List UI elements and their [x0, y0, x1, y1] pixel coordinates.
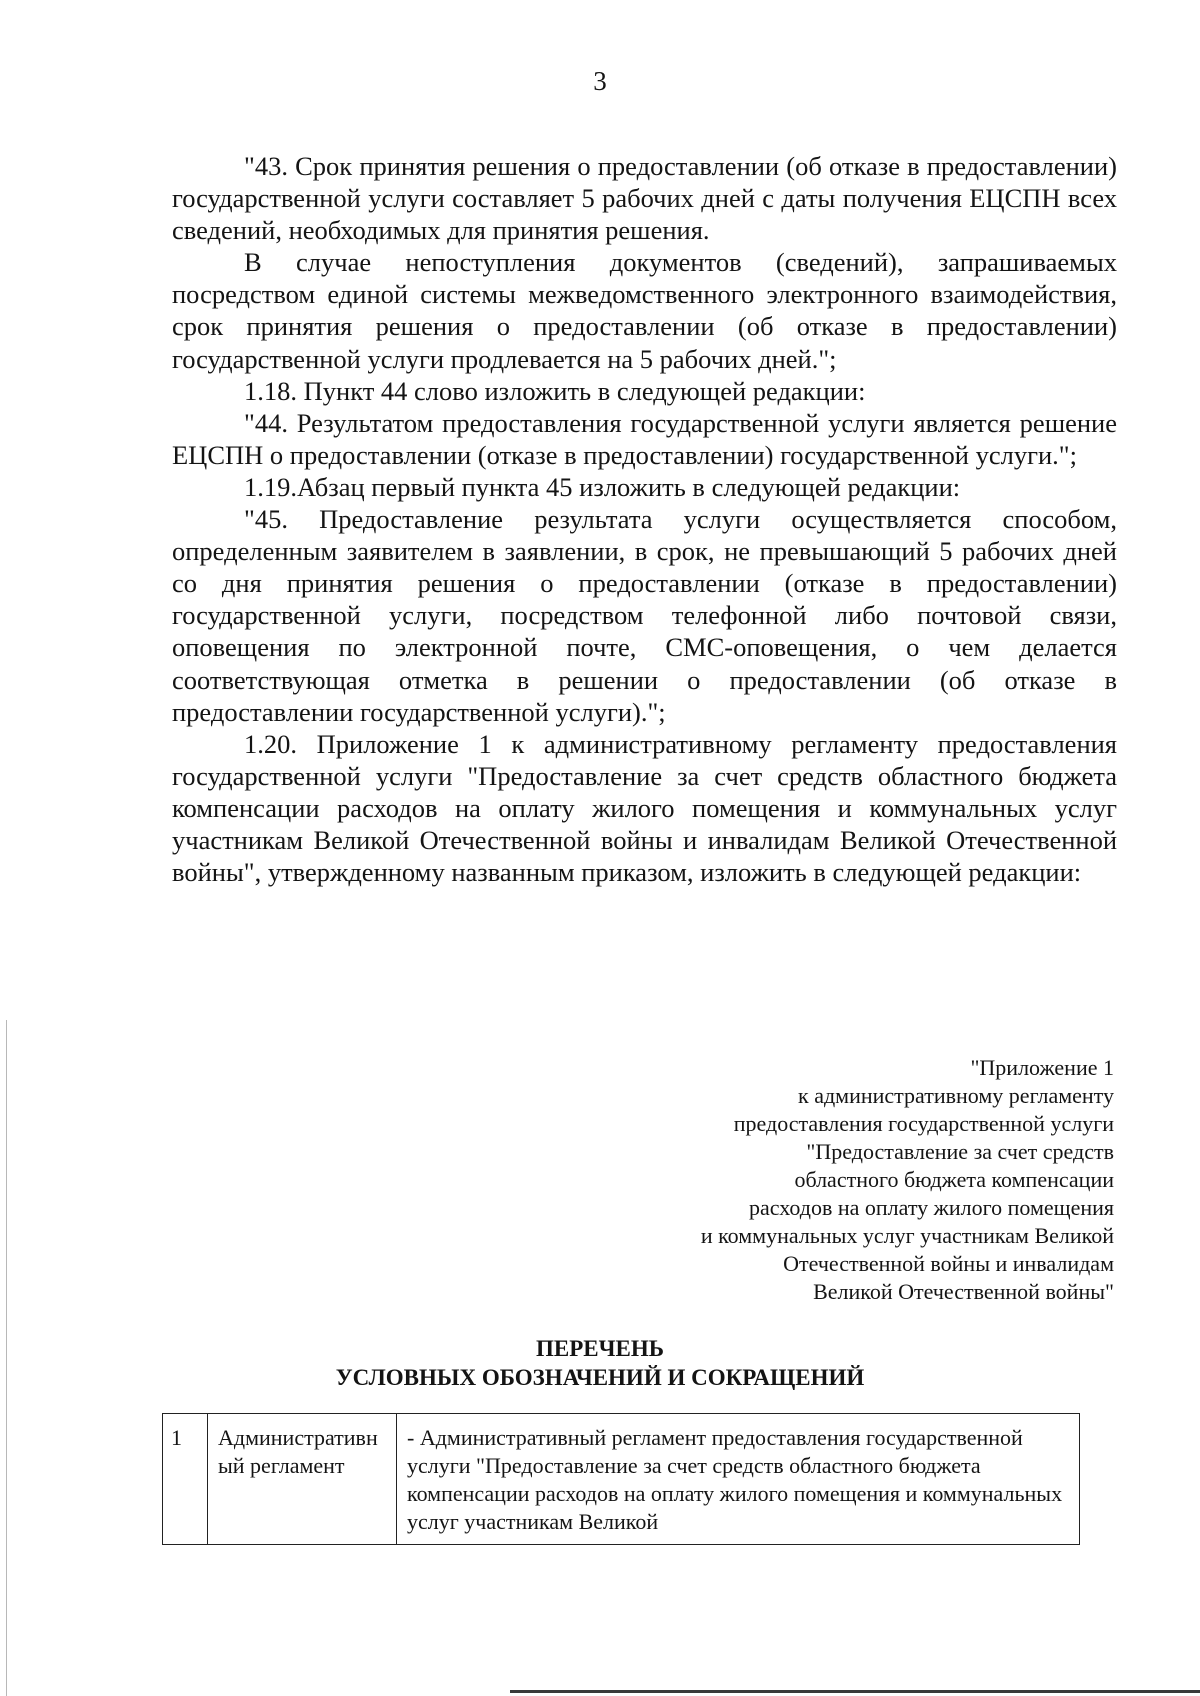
appendix-reference-line: областного бюджета компенсации	[794, 1167, 1114, 1192]
row-number: 1	[163, 1414, 208, 1545]
table-row	[163, 1414, 1080, 1545]
appendix-reference-line: Отечественной войны и инвалидам	[783, 1251, 1114, 1276]
appendix-reference-line: предоставления государственной услуги	[733, 1111, 1114, 1136]
paragraph-43: "43. Срок принятия решения о предоставлении (об отказе в предоставлении) государственной услуги составляет 5 рабочих дней с даты получения ЕЦСПН всех сведений, необходимых для принятия решения.	[172, 151, 1117, 246]
paragraph-1-20: 1.20. Приложение 1 к административному регламенту предоставления государственной услуги "Предоставление за счет средств областного бюджета компенсации расходов на оплату жилого помещения и коммунальных услуг участникам Великой Отечественной войны и инвалидам Великой Отечественной войны", утвержденному названным приказом, изложить в следующей редакции:	[172, 728, 1117, 888]
paragraph-1-18: 1.18. Пункт 44 слово изложить в следующей редакции:	[244, 375, 866, 406]
appendix-reference-line: Великой Отечественной войны"	[813, 1279, 1114, 1304]
paragraph-44: "44. Результатом предоставления государственной услуги является решение ЕЦСПН о предоставлении (отказе в предоставлении) государственной услуги.";	[172, 407, 1117, 470]
appendix-reference-line: "Предоставление за счет средств	[806, 1139, 1114, 1164]
paragraph-43-extension: В случае непоступления документов (сведений), запрашиваемых посредством единой системы межведомственного электронного взаимодействия, срок принятия решения о предоставлении (об отказе в предоставлении) государственной услуги продлевается на 5 рабочих дней.";	[172, 247, 1117, 374]
appendix-reference-line: расходов на оплату жилого помещения	[749, 1195, 1114, 1220]
row-term: Административный регламент	[208, 1414, 397, 1545]
body-text	[172, 150, 1117, 888]
list-title-line-2: УСЛОВНЫХ ОБОЗНАЧЕНИЙ И СОКРАЩЕНИЙ	[335, 1365, 865, 1390]
appendix-reference-line: "Приложение 1	[970, 1055, 1114, 1080]
scan-bottom-line	[510, 1690, 1200, 1693]
abbreviations-table	[162, 1413, 1080, 1545]
list-title-line-1: ПЕРЕЧЕНЬ	[536, 1336, 664, 1361]
scan-edge-line	[6, 1020, 7, 1696]
appendix-reference-line: к административному регламенту	[798, 1083, 1114, 1108]
page-number: 3	[593, 66, 607, 96]
row-definition: - Административный регламент предоставления государственной услуги "Предоставление за счет средств областного бюджета компенсации расходов на оплату жилого помещения и коммунальных услуг участникам Великой	[397, 1414, 1080, 1545]
appendix-reference-line: и коммунальных услуг участникам Великой	[700, 1223, 1114, 1248]
paragraph-45: "45. Предоставление результата услуги осуществляется способом, определенным заявителем в заявлении, в срок, не превышающий 5 рабочих дней со дня принятия решения о предоставлении (отказе в предоставлении) государственной услуги, посредством телефонной либо почтовой связи, оповещения по электронной почте, СМС-оповещения, о чем делается соответствующая отметка в решении о предоставлении (об отказе в предоставлении государственной услуги).";	[172, 504, 1117, 727]
paragraph-1-19: 1.19.Абзац первый пункта 45 изложить в следующей редакции:	[244, 471, 961, 502]
list-title	[0, 1334, 1200, 1392]
appendix-reference	[554, 1054, 1114, 1306]
